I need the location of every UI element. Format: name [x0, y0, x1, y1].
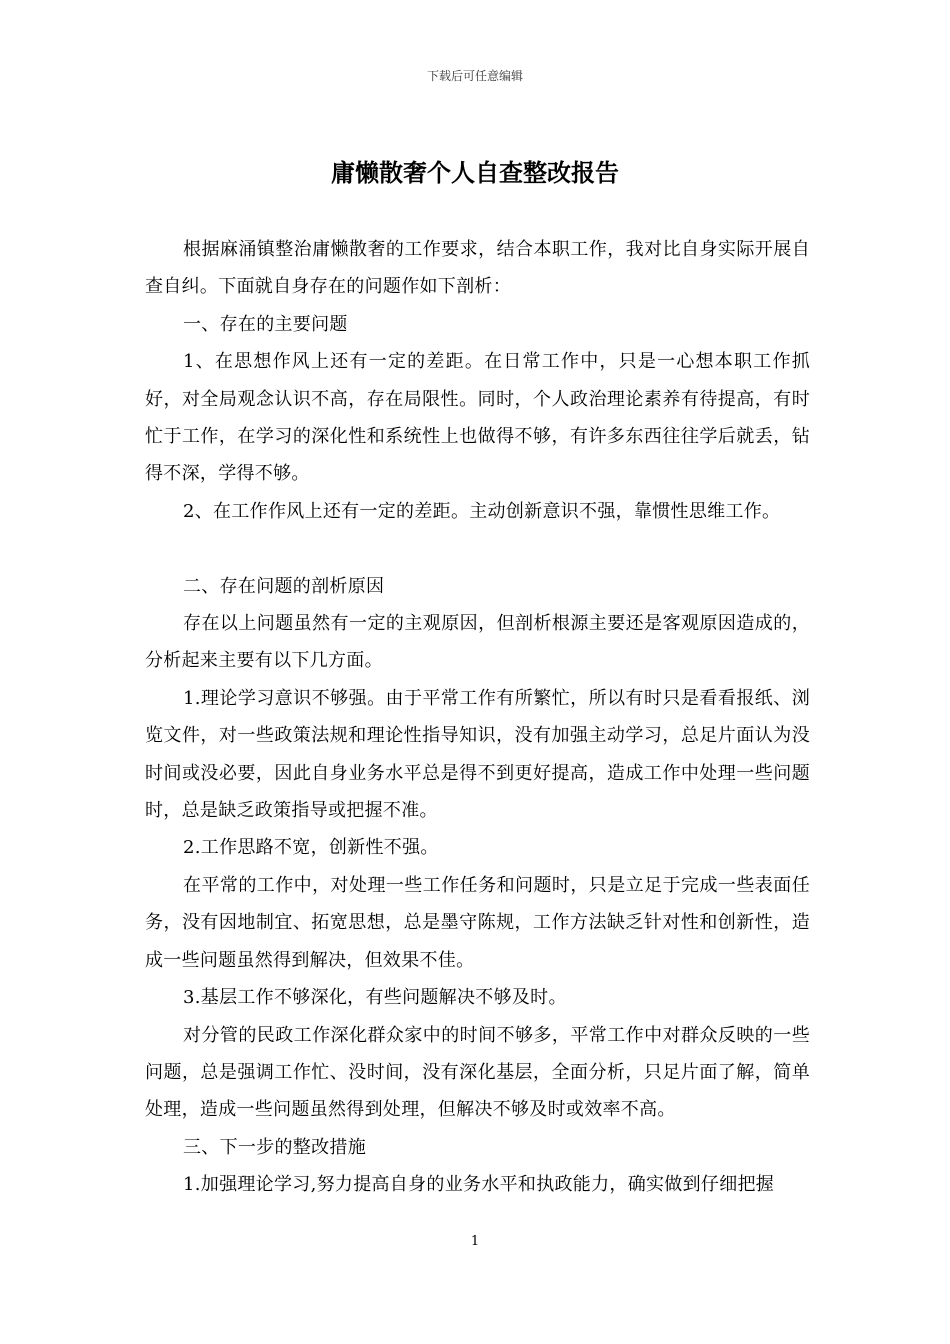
paragraph-measure-1: 1.加强理论学习,努力提高自身的业务水平和执政能力，确实做到仔细把握 — [183, 1174, 775, 1196]
section-heading-main-problems: 一、存在的主要问题 — [183, 313, 348, 335]
paragraph-cause-1: 1.理论学习意识不够强。由于平常工作有所繁忙，所以有时只是看看报纸、浏览文件，对一些政策法规和理论性指导知识，没有加强主动学习，总足片面认为没时间或没必要，因此自身业务水平总是得不到更好提高，造成工作中处理一些问题时，总是缺乏政策指导或把握不准。 — [145, 687, 810, 822]
paragraph-problem-2: 2、在工作作风上还有一定的差距。主动创新意识不强，靠惯性思维工作。 — [183, 500, 781, 522]
paragraph-causes-intro: 存在以上问题虽然有一定的主观原因，但剖析根源主要还是客观原因造成的，分析起来主要有以下几方面。 — [145, 613, 810, 672]
paragraph-intro: 根据麻涌镇整治庸懒散奢的工作要求，结合本职工作，我对比自身实际开展自查自纠。下面就自身存在的问题作如下剖析： — [145, 239, 810, 298]
paragraph-cause-2-heading: 2.工作思路不宽，创新性不强。 — [183, 837, 439, 859]
paragraph-cause-2-body: 在平常的工作中，对处理一些工作任务和问题时，只是立足于完成一些表面任务，没有因地制宜、拓宽思想，总是墨守陈规，工作方法缺乏针对性和创新性，造成一些问题虽然得到解决，但效果不佳。 — [145, 874, 810, 971]
section-heading-measures: 三、下一步的整改措施 — [183, 1136, 366, 1158]
document-title: 庸懒散奢个人自查整改报告 — [331, 159, 619, 187]
section-heading-causes: 二、存在问题的剖析原因 — [183, 575, 385, 597]
paragraph-problem-1: 1、在思想作风上还有一定的差距。在日常工作中，只是一心想本职工作抓好，对全局观念认识不高，存在局限性。同时，个人政治理论素养有待提高，有时忙于工作，在学习的深化性和系统性上也做得不够，有许多东西往往学后就丢，钻得不深，学得不够。 — [145, 351, 810, 485]
document-body — [145, 231, 810, 1204]
paragraph-cause-3-heading: 3.基层工作不够深化，有些问题解决不够及时。 — [183, 987, 567, 1009]
header-note: 下载后可任意编辑 — [426, 69, 523, 83]
blank-line — [145, 530, 810, 567]
page-number: 1 — [470, 1234, 480, 1249]
paragraph-cause-3-body: 对分管的民政工作深化群众家中的时间不够多，平常工作中对群众反映的一些问题，总是强调工作忙、没时间，没有深化基层，全面分析，只足片面了解，简单处理，造成一些问题虽然得到处理，但解决不够及时或效率不高。 — [145, 1024, 810, 1121]
